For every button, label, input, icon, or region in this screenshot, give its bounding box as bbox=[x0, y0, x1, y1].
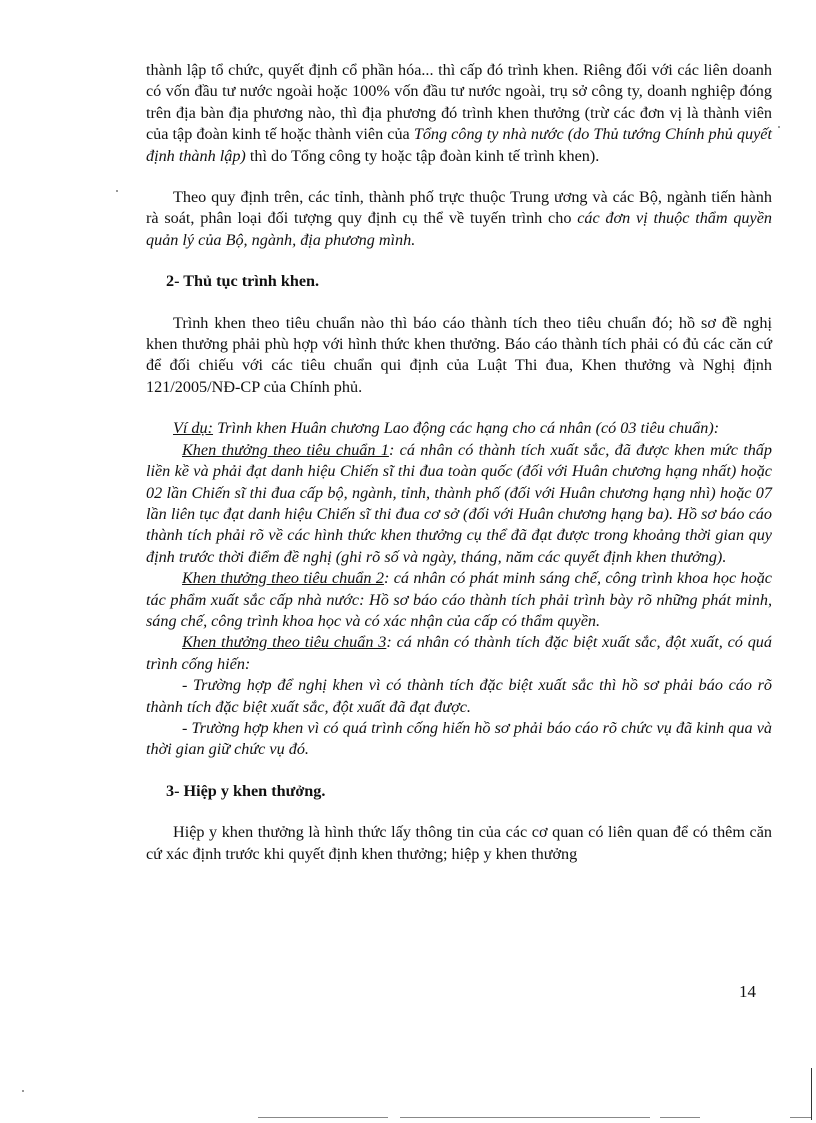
criterion-2 bbox=[146, 568, 772, 632]
section-2-paragraph: Trình khen theo tiêu chuẩn nào thì báo cáo thành tích theo tiêu chuẩn đó; hồ sơ đề nghị khen thưởng phải phù hợp với hình thức khen thưởng. Báo cáo thành tích phải có đủ các căn cứ để đối chiếu với các tiêu chuẩn qui định của Luật Thi đua, Khen thưởng và Nghị định 121/2005/NĐ-CP của Chính phủ. bbox=[146, 313, 772, 396]
paragraph-quy-dinh bbox=[146, 187, 772, 251]
example-intro bbox=[146, 418, 772, 439]
intro-paragraph bbox=[146, 60, 772, 167]
scan-bottom-line-3 bbox=[660, 1117, 700, 1118]
criterion-3-label: Khen thưởng theo tiêu chuẩn 3 bbox=[182, 633, 387, 652]
bullet-2: - Trường hợp khen vì có quá trình cống hiến hồ sơ phải báo cáo rõ chức vụ đã kinh qua và thời gian giữ chức vụ đó. bbox=[146, 718, 772, 759]
scan-speck bbox=[778, 126, 780, 128]
criterion-3 bbox=[146, 632, 772, 675]
intro-text: thành lập tổ chức, quyết định cổ phần hóa... thì cấp đó trình khen. Riêng đối với các liên doanh có vốn đầu tư nước ngoài hoặc 100% vốn đầu tư nước ngoài, trụ sở công ty, doanh nghiệp đóng trên địa bàn địa phương nào, thì địa phương đó trình khen thưởng (trừ các đơn vị là thành viên của tập đoàn kinh tế hoặc thành viên của bbox=[146, 61, 772, 144]
paragraph-quy-dinh-italic: các đơn vị thuộc thẩm quyền quản lý của Bộ, ngành, địa phương mình. bbox=[146, 209, 772, 249]
page-content bbox=[146, 60, 772, 865]
criterion-2-label: Khen thưởng theo tiêu chuẩn 2 bbox=[182, 569, 384, 588]
example-block bbox=[146, 418, 772, 761]
criterion-1-label: Khen thưởng theo tiêu chuẩn 1 bbox=[182, 440, 389, 459]
criterion-2-text: : cá nhân có phát minh sáng chế, công trình khoa học hoặc tác phẩm xuất sắc cấp nhà nước: Hồ sơ báo cáo thành tích phải trình bày rõ những phát minh, sáng chế, công trình khoa học và có xác nhận của cấp có thẩm quyền. bbox=[146, 569, 772, 630]
bullet-1: - Trường hợp để nghị khen vì có thành tích đặc biệt xuất sắc thì hồ sơ phải báo cáo rõ thành tích đặc biệt xuất sắc, đột xuất đã đạt được. bbox=[146, 676, 772, 716]
intro-italic-text: Tổng công ty nhà nước (do Thủ tướng Chính phủ quyết định thành lập) bbox=[146, 125, 772, 165]
intro-text-end: thì do Tổng công ty hoặc tập đoàn kinh tế trình khen). bbox=[245, 146, 600, 165]
scan-edge-line bbox=[811, 1068, 812, 1120]
scan-bottom-line-1 bbox=[258, 1117, 388, 1118]
paragraph-quy-dinh-text: Theo quy định trên, các tỉnh, thành phố trực thuộc Trung ương và các Bộ, ngành tiến hành rà soát, phân loại đối tượng quy định cụ thể về tuyến trình cho bbox=[146, 188, 772, 228]
scan-bottom-line-2 bbox=[400, 1117, 650, 1118]
scan-bottom-line-4 bbox=[790, 1117, 811, 1118]
section-2-heading: 2- Thủ tục trình khen. bbox=[166, 272, 320, 291]
section-3-paragraph: Hiệp y khen thưởng là hình thức lấy thông tin của các cơ quan có liên quan để có thêm căn cứ xác định trước khi quyết định khen thưởng; hiệp y khen thưởng bbox=[146, 823, 772, 863]
criterion-1 bbox=[146, 440, 772, 568]
example-label: Ví dụ: bbox=[173, 419, 214, 438]
criterion-1-text: : cá nhân có thành tích xuất sắc, đã được khen mức thấp liền kề và phải đạt danh hiệu Chiến sĩ thi đua toàn quốc (đối với Huân chương hạng nhất) hoặc 02 lần Chiến sĩ thi đua cấp bộ, ngành, tỉnh, thành phố (đối với Huân chương hạng nhì) hoặc 07 lần liên tục đạt danh hiệu Chiến sĩ thi đua cơ sở (đối với Huân chương hạng ba). Hồ sơ báo cáo thành tích phải rõ về các hình thức khen thưởng cụ thể đã đạt được trong khoảng thời gian quy định trước thời điểm đề nghị (ghi rõ số và ngày, tháng, năm các quyết định khen thưởng). bbox=[146, 440, 772, 566]
example-intro-text: Trình khen Huân chương Lao động các hạng cho cá nhân (có 03 tiêu chuẩn): bbox=[213, 419, 720, 438]
scan-speck bbox=[116, 190, 118, 192]
criterion-3-text: : cá nhân có thành tích đặc biệt xuất sắc, đột xuất, có quá trình cống hiến: bbox=[146, 633, 772, 673]
scan-speck bbox=[22, 1090, 24, 1092]
page-number: 14 bbox=[739, 982, 756, 1001]
section-3-heading: 3- Hiệp y khen thưởng. bbox=[166, 781, 326, 800]
